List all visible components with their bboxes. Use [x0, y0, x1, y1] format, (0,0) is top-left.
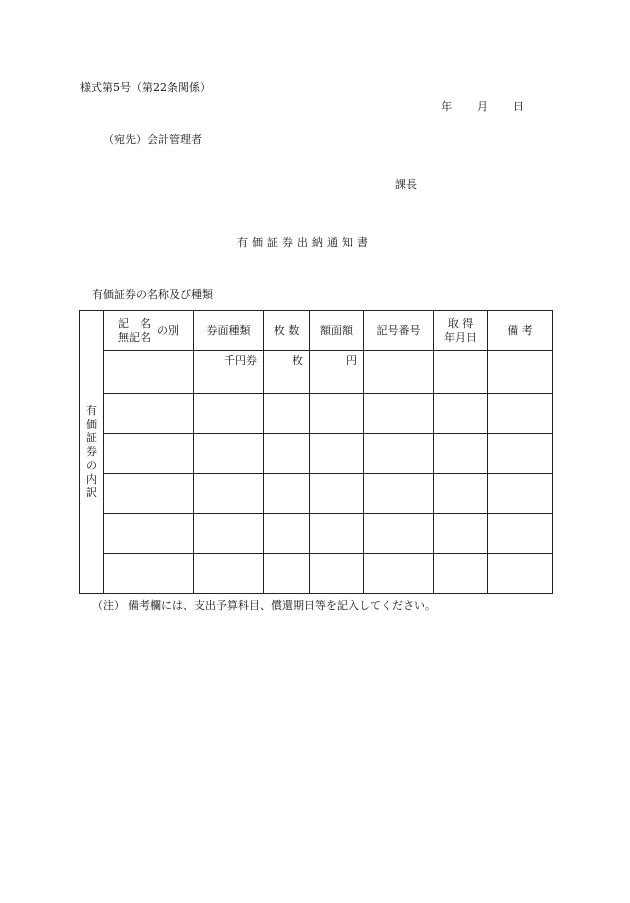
table-cell	[310, 434, 364, 474]
table-cell	[364, 394, 434, 434]
header-type: 券面種類	[194, 311, 264, 351]
table-cell	[264, 434, 310, 474]
table-cell	[194, 474, 264, 514]
table-cell	[104, 394, 194, 434]
table-cell	[310, 514, 364, 554]
table-cell	[364, 514, 434, 554]
table-cell	[310, 394, 364, 434]
section-chief: 課長	[395, 178, 417, 191]
date-month-label: 月	[477, 100, 488, 113]
table-cell	[434, 351, 488, 394]
table-cell	[488, 474, 553, 514]
date-year-label: 年	[441, 100, 452, 113]
table-row	[80, 394, 553, 434]
table-cell	[364, 554, 434, 594]
header-registered-suffix: の別	[157, 323, 179, 337]
table-cell	[488, 394, 553, 434]
table-cell	[434, 474, 488, 514]
table-cell	[364, 434, 434, 474]
header-acquired	[434, 311, 488, 351]
table-cell	[194, 514, 264, 554]
table-cell	[434, 394, 488, 434]
table-cell	[264, 514, 310, 554]
table-cell	[264, 394, 310, 434]
footnote-mark: （注）	[92, 599, 125, 612]
footnote-text: 備考欄には、支出予算科目、償還期日等を記入してください。	[128, 599, 436, 612]
table-cell	[264, 474, 310, 514]
table-cell	[434, 514, 488, 554]
table-cell	[104, 514, 194, 554]
table-row	[80, 351, 553, 394]
table-cell	[488, 351, 553, 394]
header-count: 枚 数	[264, 311, 310, 351]
table-cell	[104, 474, 194, 514]
side-label-char: 内	[86, 472, 97, 486]
table-cell	[104, 554, 194, 594]
side-label-char: 訳	[86, 486, 97, 500]
side-label-char: 券	[86, 445, 97, 459]
document-title: 有価証券出納通知書	[237, 236, 372, 249]
side-label-char: の	[86, 458, 97, 472]
table-cell	[104, 434, 194, 474]
header-registered	[104, 311, 194, 351]
header-acquired-line1: 取 得	[447, 316, 474, 330]
table-row	[80, 434, 553, 474]
side-label-cell	[80, 311, 104, 594]
table-cell	[264, 554, 310, 594]
header-face-value: 額面額	[310, 311, 364, 351]
header-registered-line2: 無記名	[118, 330, 151, 344]
addressee: （宛先）会計管理者	[103, 133, 202, 146]
header-remarks: 備 考	[488, 311, 553, 351]
table-caption: 有価証券の名称及び種類	[92, 288, 213, 301]
securities-table	[79, 310, 553, 594]
unit-count: 枚	[264, 351, 310, 394]
table-cell	[104, 351, 194, 394]
side-label-char: 有	[86, 403, 97, 417]
table-cell	[488, 434, 553, 474]
unit-face-value: 円	[310, 351, 364, 394]
table-cell	[194, 394, 264, 434]
header-registered-line1: 記 名	[118, 316, 151, 330]
table-cell	[194, 434, 264, 474]
header-serial: 記号番号	[364, 311, 434, 351]
table-cell	[488, 514, 553, 554]
date-day-label: 日	[513, 100, 524, 113]
footnote	[92, 600, 436, 611]
side-label-char: 証	[86, 431, 97, 445]
form-number: 様式第5号（第22条関係）	[80, 81, 211, 94]
table-cell	[434, 434, 488, 474]
table-cell	[310, 474, 364, 514]
table-row	[80, 474, 553, 514]
table-cell	[364, 351, 434, 394]
table-row	[80, 554, 553, 594]
table-cell	[434, 554, 488, 594]
table-cell	[310, 554, 364, 594]
header-acquired-line2: 年月日	[444, 330, 477, 344]
table-cell	[488, 554, 553, 594]
table-cell	[194, 554, 264, 594]
table-row	[80, 514, 553, 554]
table-header-row	[80, 311, 553, 351]
side-label-char: 価	[86, 417, 97, 431]
unit-type: 千円券	[194, 351, 264, 394]
table-cell	[364, 474, 434, 514]
